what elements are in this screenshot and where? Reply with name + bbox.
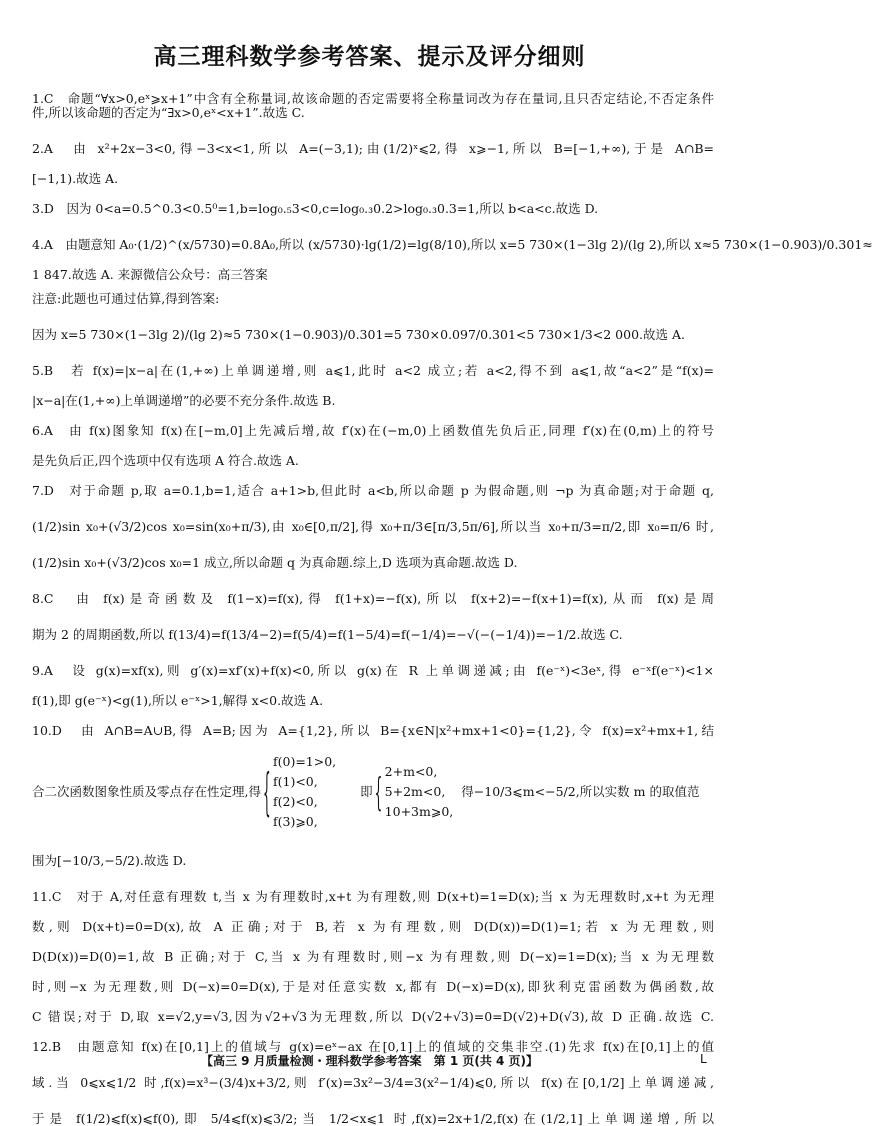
- text-line: 是先负后正,四个选项中仅有选项 A 符合.故选 A.: [32, 453, 299, 468]
- left-brace: {: [262, 762, 271, 822]
- text-line: 11.C 对于 A,对任意有理数 t,当 x 为有理数时,x+t 为有理数,则 D(x+t)=1=D(x);当 x 为无理数时,x+t 为无理: [32, 889, 714, 904]
- text-line: 4.A 由题意知 A₀·(1/2)^(x/5730)=0.8A₀,所以 (x/5730)·lg(1/2)=lg(8/10),所以 x=5 730×(1−3lg 2)/(lg 2),所以 x≈5 730×(1−0.903)/0.301≈: [32, 237, 873, 252]
- text-line: 1.C 命题“∀x>0,eˣ⩾x+1”中含有全称量词,故该命题的否定需要将全称量词改为存在量词,且只否定结论,不否定条件: [32, 91, 714, 106]
- text-line: 围为[−10/3,−5/2).故选 D.: [32, 853, 187, 868]
- answer-7: [32, 484, 714, 570]
- text-line: 于是 f(1/2)⩽f(x)⩽f(0),即 5/4⩽f(x)⩽3/2;当 1/2<x⩽1 时,f(x)=2x+1/2,f(x)在(1/2,1]上单调递增,所以: [32, 1111, 714, 1126]
- answer-3: [32, 202, 714, 216]
- text-line: 12.B 由题意知 f(x)在[0,1]上的值域与 g(x)=eˣ−ax 在[0,1]上的值域的交集非空.(1)先求 f(x)在[0,1]上的值: [32, 1039, 714, 1054]
- text-line: (1/2)sin x₀+(√3/2)cos x₀=sin(x₀+π/3),由 x₀∈[0,π/2],得 x₀+π/3∈[π/3,5π/6],所以当 x₀+π/3=π/2,即 x₀=π/6 时,: [32, 519, 714, 534]
- text-run: 即: [360, 784, 373, 799]
- text-line: (1/2)sin x₀+(√3/2)cos x₀=1 成立,所以命题 q 为真命题.综上,D 选项为真命题.故选 D.: [32, 555, 518, 570]
- text-line: 7.D 对于命题 p,取 a=0.1,b=1,适合 a+1>b,但此时 a<b,所以命题 p 为假命题,则 ¬p 为真命题;对于命题 q,: [32, 483, 714, 498]
- answer-8: [32, 592, 714, 642]
- system-lines: [273, 754, 336, 830]
- answer-4: [32, 237, 873, 342]
- system-line: 5+2m<0,: [384, 784, 446, 799]
- inequality-system-row: [32, 746, 714, 838]
- page-title: 高三理科数学参考答案、提示及评分细则: [153, 44, 586, 70]
- system-line: f(2)<0,: [272, 794, 318, 809]
- text-run: 合二次函数图象性质及零点存在性定理,得: [32, 784, 261, 799]
- text-line: C 错误;对于 D,取 x=√2,y=√3,因为√2+√3为无理数,所以 D(√2+√3)=0=D(√2)+D(√3),故 D 正确.故选 C.: [32, 1009, 714, 1024]
- answer-body: [32, 91, 873, 1126]
- text-line: 时,则−x 为无理数,则 D(−x)=0=D(x),于是对任意实数 x,都有 D(−x)=D(x),即狄利克雷函数为偶函数,故: [32, 979, 714, 994]
- answer-2: [32, 142, 714, 186]
- text-line: 9.A 设 g(x)=xf(x),则 g′(x)=xf′(x)+f(x)<0,所以 g(x)在 R 上单调递减;由 f(e⁻ˣ)<3eˣ,得 e⁻ˣf(e⁻ˣ)<1×: [32, 663, 714, 678]
- text-line: 6.A 由 f(x)图象知 f(x)在[−m,0]上先减后增,故 f′(x)在(−m,0)上函数值先负后正,同理 f′(x)在(0,m)上的符号: [32, 423, 714, 438]
- text-line: 3.D 因为 0<a=0.5^0.3<0.5⁰=1,b=log₀.₅3<0,c=log₀.₃0.2>log₀.₃0.3=1,所以 b<a<c.故选 D.: [32, 201, 599, 216]
- answer-10: [32, 724, 714, 868]
- system-line: f(1)<0,: [272, 774, 318, 789]
- answer-5: [32, 364, 714, 408]
- text-line: 5.B 若 f(x)=|x−a|在(1,+∞)上单调递增,则 a⩽1,此时 a<2 成立;若 a<2,得不到 a⩽1,故“a<2”是“f(x)=: [32, 363, 714, 378]
- equation-system-1: [263, 754, 336, 830]
- text-run: 得−10/3⩽m<−5/2,所以实数 m 的取值范: [461, 784, 700, 799]
- text-line: f(1),即 g(e⁻ˣ)<g(1),所以 e⁻ˣ>1,解得 x<0.故选 A.: [32, 693, 324, 708]
- text-line: 10.D 由 A∩B=A∪B,得 A=B;因为 A={1,2},所以 B={x∈N|x²+mx+1<0}={1,2},令 f(x)=x²+mx+1,结: [32, 723, 714, 738]
- text-line: D(D(x))=D(0)=1,故 B 正确;对于 C,当 x 为有理数时,则−x 为有理数,则 D(−x)=1=D(x);当 x 为无理数: [32, 949, 714, 964]
- text-line: 件,所以该命题的否定为“∃x>0,eˣ<x+1”.故选 C.: [32, 105, 305, 120]
- system-lines: [385, 764, 454, 820]
- text-line: 1 847.故选 A. 来源微信公众号：高三答案: [32, 267, 268, 282]
- text-line: 注意:此题也可通过估算,得到答案:: [32, 291, 220, 306]
- system-line: f(3)⩾0,: [272, 814, 318, 829]
- page-footer: 【高三 9 月质量检测・理科数学参考答案 第 1 页(共 4 页)】: [200, 1054, 539, 1068]
- system-line: 2+m<0,: [384, 764, 438, 779]
- system-line: f(0)=1>0,: [272, 754, 337, 769]
- text-line: 2.A 由 x²+2x−3<0,得−3<x<1,所以 A=(−3,1);由(1/2)ˣ⩽2,得 x⩾−1,所以 B=[−1,+∞),于是 A∩B=: [32, 141, 714, 156]
- text-line: 期为 2 的周期函数,所以 f(13/4)=f(13/4−2)=f(5/4)=f(1−5/4)=f(−1/4)=−√(−(−1/4))=−1/2.故选 C.: [32, 627, 623, 642]
- answer-9: [32, 664, 714, 708]
- answer-11: [32, 890, 714, 1024]
- corner-mark: L: [700, 1052, 707, 1066]
- equation-system-2: [375, 764, 454, 820]
- answer-1: [32, 92, 714, 120]
- text-line: [−1,1).故选 A.: [32, 171, 119, 186]
- system-line: 10+3m⩾0,: [384, 804, 454, 819]
- answer-6: [32, 424, 714, 468]
- text-line: 域.当 0⩽x⩽1/2 时,f(x)=x³−(3/4)x+3/2,则 f′(x)=3x²−3/4=3(x²−1/4)⩽0,所以 f(x)在[0,1/2]上单调递减,: [32, 1075, 714, 1090]
- text-line: 8.C 由 f(x)是奇函数及 f(1−x)=f(x),得 f(1+x)=−f(x),所以 f(x+2)=−f(x+1)=f(x),从而 f(x)是周: [32, 591, 714, 606]
- text-line: 数,则 D(x+t)=0=D(x),故 A 正确;对于 B,若 x 为有理数,则 D(D(x))=D(1)=1;若 x 为无理数,则: [32, 919, 714, 934]
- text-line: 因为 x=5 730×(1−3lg 2)/(lg 2)≈5 730×(1−0.903)/0.301=5 730×0.097/0.301<5 730×1/3<2 000.故选 A.: [32, 327, 685, 342]
- text-line: |x−a|在(1,+∞)上单调递增”的必要不充分条件.故选 B.: [32, 393, 336, 408]
- left-brace: {: [374, 769, 383, 815]
